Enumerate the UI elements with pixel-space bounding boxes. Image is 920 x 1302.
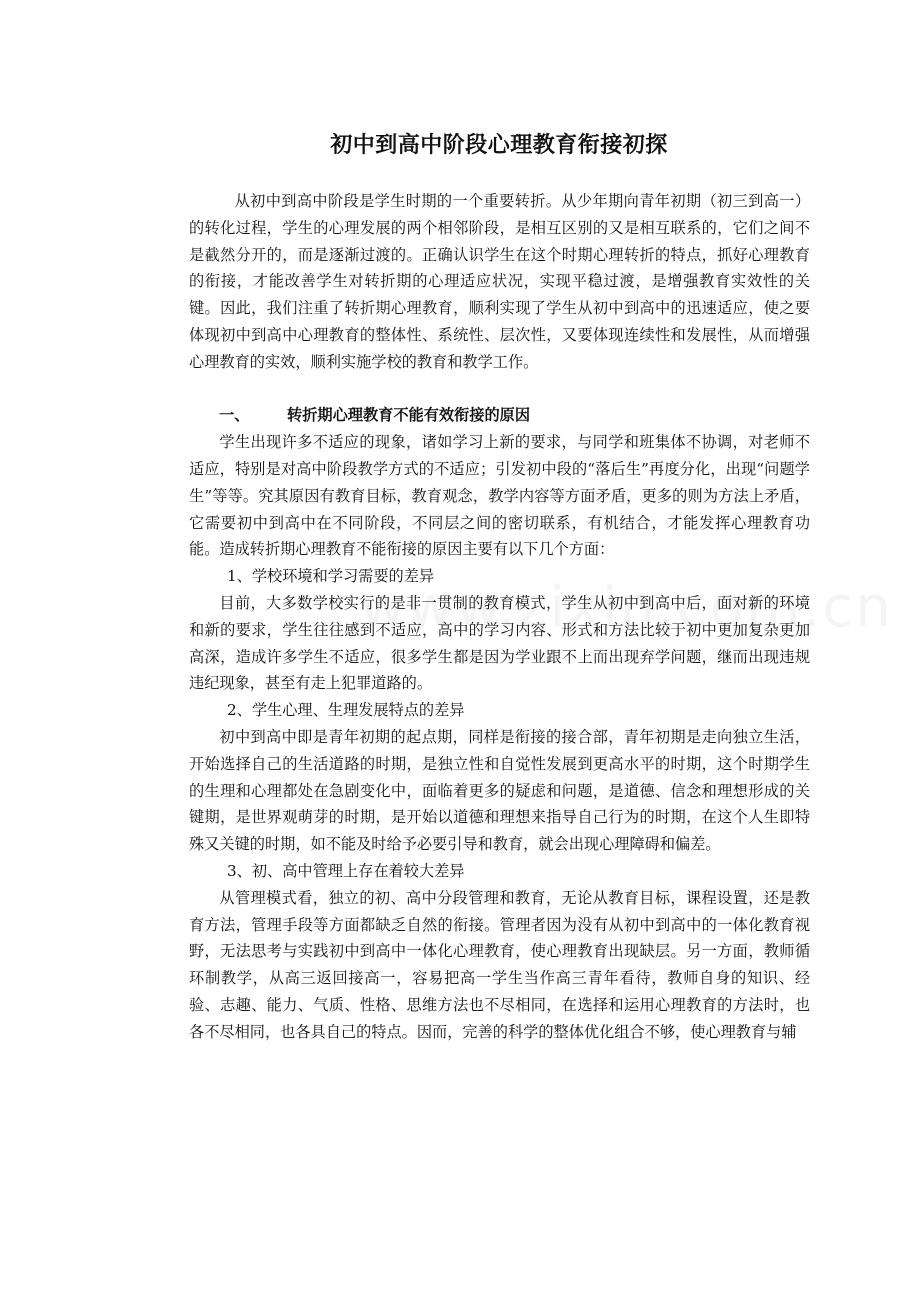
subheading-3: 3、初、高中管理上存在着较大差异	[227, 861, 465, 880]
subheading-1: 1、学校环境和学习需要的差异	[227, 567, 435, 586]
intro-paragraph: 从初中到高中阶段是学生时期的一个重要转折。从少年期向青年初期（初三到高一）的转化过程，学生的心理发展的两个相邻阶段，是相互区别的又是相互联系的，它们之间不是截然分开的，而是逐渐过渡的。正确认识学生在这个时期心理转折的特点，抓好心理教育的衔接，才能改善学生对转折期的心理适应状况，实现平稳过渡，是增强教育实效性的关键。因此，我们注重了转折期心理教育，顺利实现了学生从初中到高中的迅速适应，使之要体现初中到高中心理教育的整体性、系统性、层次性，又要体现连续性和发展性，从而增强心理教育的实效，顺利实施学校的教育和教学工作。	[189, 192, 810, 371]
document-body	[189, 188, 810, 1046]
subsection-3-paragraph: 从管理模式看，独立的初、高中分段管理和教育，无论从教育目标，课程设置，还是教育方法，管理手段等方面都缺乏自然的衔接。管理者因为没有从初中到高中的一体化教育视野，无法思考与实践初中到高中一体化心理教育，使心理教育出现缺层。另一方面，教师循环制教学，从高三返回接高一，容易把高一学生当作高三青年看待，教师自身的知识、经验、志趣、能力、气质、性格、思维方法也不尽相同，在选择和运用心理教育的方法时，也各不尽相同，也各具自己的特点。因而，完善的科学的整体优化组合不够，使心理教育与辅	[189, 888, 810, 1041]
subheading-2: 2、学生心理、生理发展特点的差异	[227, 701, 465, 720]
subsection-1-paragraph: 目前，大多数学校实行的是非一贯制的教育模式，学生从初中到高中后，面对新的环境和新的要求，学生往往感到不适应，高中的学习内容、形式和方法比较于初中更加复杂更加高深，造成许多学生不适应，很多学生都是因为学业跟不上而出现弃学问题，继而出现违规违纪现象，甚至有走上犯罪道路的。	[189, 593, 810, 693]
section-number: 一、	[219, 406, 250, 425]
document-title: 初中到高中阶段心理教育衔接初探	[330, 133, 668, 158]
section-paragraph: 学生出现许多不适应的现象，诸如学习上新的要求，与同学和班集体不协调，对老师不适应，特别是对高中阶段教学方式的不适应；引发初中段的“落后生”再度分化，出现“问题学生”等等。究其原因有教育目标，教育观念，教学内容等方面矛盾，更多的则为方法上矛盾，它需要初中到高中在不同阶段，不同层之间的密切联系，有机结合，才能发挥心理教育功能。造成转折期心理教育不能衔接的原因主要有以下几个方面：	[189, 433, 810, 559]
paragraph-spacer	[189, 376, 810, 403]
section-heading-text: 转折期心理教育不能有效衔接的原因	[287, 406, 530, 425]
subsection-2-paragraph: 初中到高中即是青年初期的起点期，同样是衔接的接合部，青年初期是走向独立生活，开始选择自己的生活道路的时期，是独立性和自觉性发展到更高水平的时期，这个时期学生的生理和心理都处在急剧变化中，面临着更多的疑虑和问题，是道德、信念和理想形成的关键期，是世界观萌芽的时期，是开始以道德和理想来指导自己行为的时期，在这个人生即特殊又关键的时期，如不能及时给予必要引导和教育，就会出现心理障碍和偏差。	[189, 727, 810, 854]
section-heading	[189, 402, 810, 429]
